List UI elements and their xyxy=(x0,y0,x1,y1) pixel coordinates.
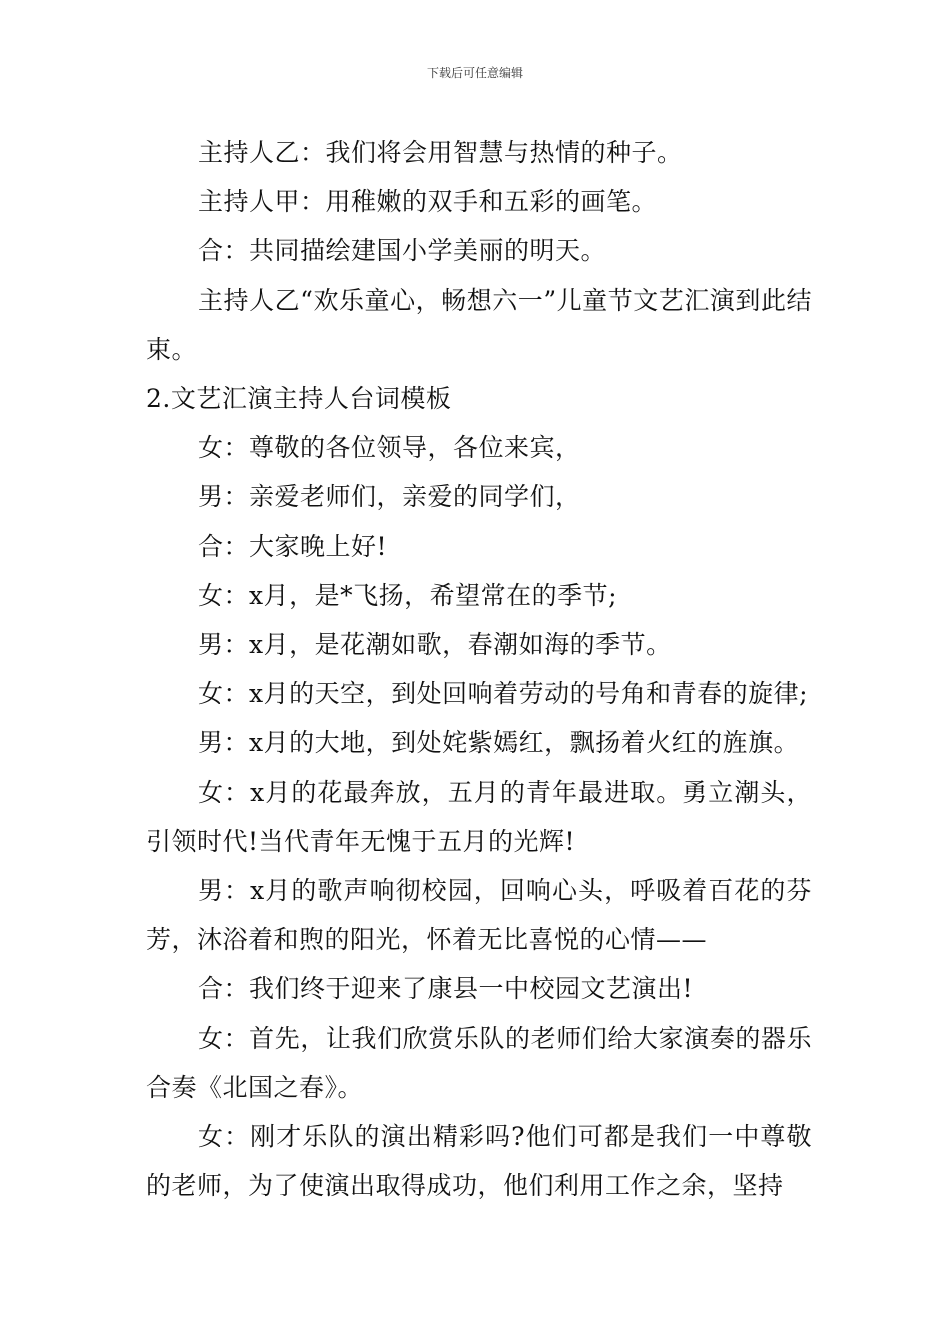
paragraph: 主持人乙“欢乐童心，畅想六一”儿童节文艺汇演到此结束。 xyxy=(146,285,812,364)
paragraph: 合：共同描绘建国小学美丽的明天。 xyxy=(198,236,607,266)
paragraph: 男：x月，是花潮如歌，春潮如海的季节。 xyxy=(198,630,672,660)
paragraph: 女：x月的天空，到处回响着劳动的号角和青春的旋律; xyxy=(198,679,809,709)
paragraph: 主持人乙：我们将会用智慧与热情的种子。 xyxy=(198,138,683,167)
paragraph: 主持人甲：用稚嫩的双手和五彩的画笔。 xyxy=(198,187,658,217)
paragraph: 合：我们终于迎来了康县一中校园文艺演出! xyxy=(198,974,694,1004)
paragraph: 女：x月，是*飞扬，希望常在的季节; xyxy=(198,580,618,610)
paragraph: 女：首先，让我们欣赏乐队的老师们给大家演奏的器乐合奏《北国之春》。 xyxy=(146,1023,812,1102)
page-header: 下载后可任意编辑 xyxy=(426,66,523,80)
paragraph: 女：尊敬的各位领导，各位来宾， xyxy=(198,433,581,463)
paragraph: 女：刚才乐队的演出精彩吗?他们可都是我们一中尊敬的老师，为了使演出取得成功，他们利用工作之余，坚持 xyxy=(146,1122,812,1201)
section-heading: 2.文艺汇演主持人台词模板 xyxy=(146,384,452,414)
document-body xyxy=(146,128,812,1210)
paragraph: 男：亲爱老师们，亲爱的同学们， xyxy=(198,482,581,512)
paragraph: 合：大家晚上好! xyxy=(198,531,388,561)
paragraph: 女：x月的花最奔放，五月的青年最进取。勇立潮头，引领时代!当代青年无愧于五月的光辉! xyxy=(146,777,812,856)
paragraph: 男：x月的大地，到处姹紫嫣红，飘扬着火红的旌旗。 xyxy=(198,728,800,758)
paragraph: 男：x月的歌声响彻校园，回响心头，呼吸着百花的芬芳，沐浴着和煦的阳光，怀着无比喜悦的心情—— xyxy=(146,876,812,955)
